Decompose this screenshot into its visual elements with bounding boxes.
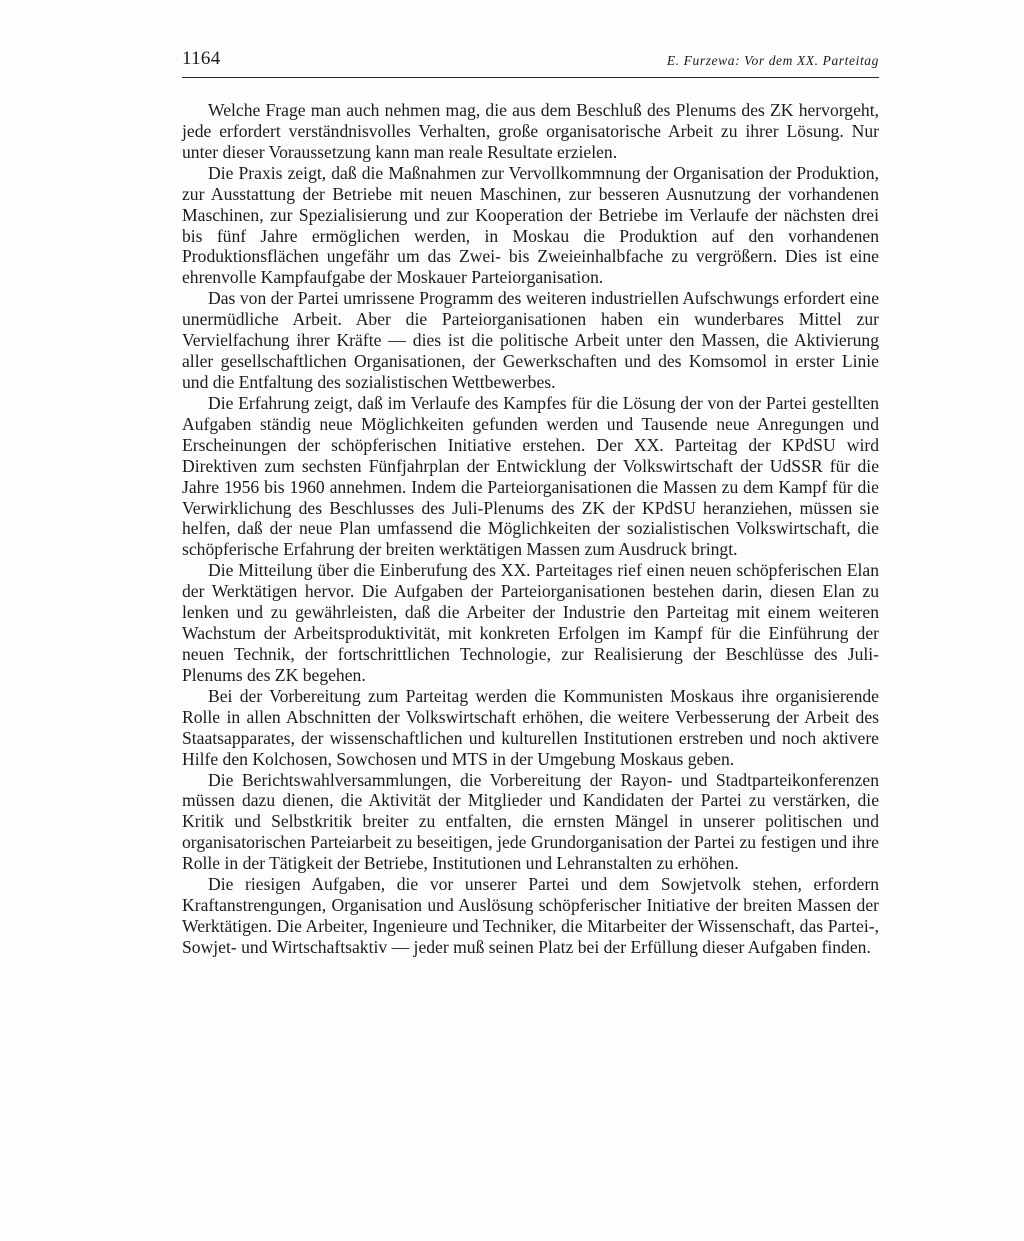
running-head: E. Furzewa: Vor dem XX. Parteitag	[666, 53, 879, 68]
paragraph-3: Das von der Partei umrissene Programm des weiteren industriellen Aufschwungs erfordert eine unermüdliche Arbeit. Aber die Parteiorganisationen haben ein wunderbares Mittel zur Vervielfachung ihrer Kräfte — dies ist die politische Arbeit unter den Massen, die Aktivierung aller gesellschaftlichen Organisationen, der Gewerkschaften und des Komsomol in erster Linie und die Entfaltung des sozialistischen Wettbewerbes.	[182, 288, 879, 392]
paragraph-5: Die Mitteilung über die Einberufung des XX. Parteitages rief einen neuen schöpferischen Elan der Werktätigen hervor. Die Aufgaben der Parteiorganisationen bestehen darin, diesen Elan zu lenken und zu gewährleisten, daß die Arbeiter der Industrie den Parteitag mit einem weiteren Wachstum der Arbeitsproduktivität, mit konkreten Erfolgen im Kampf für die Einführung der neuen Technik, der fortschrittlichen Technologie, zur Realisierung der Beschlüsse des Juli-Plenums des ZK begehen.	[182, 560, 879, 685]
paragraph-1: Welche Frage man auch nehmen mag, die aus dem Beschluß des Plenums des ZK hervorgeht, jede erfordert verständnisvolles Verhalten, große organisatorische Arbeit zu ihrer Lösung. Nur unter dieser Voraussetzung kann man reale Resultate erzielen.	[182, 100, 879, 162]
paragraph-6: Bei der Vorbereitung zum Parteitag werden die Kommunisten Moskaus ihre organisierende Rolle in allen Abschnitten der Volkswirtschaft erhöhen, die weitere Verbesserung der Arbeit des Staatsapparates, der wissenschaftlichen und kulturellen Institutionen erstreben und noch aktivere Hilfe den Kolchosen, Sowchosen und MTS in der Umgebung Moskaus geben.	[182, 685, 879, 769]
page-header	[182, 48, 879, 78]
page-number: 1164	[182, 48, 221, 69]
paragraph-8: Die riesigen Aufgaben, die vor unserer Partei und dem Sowjetvolk stehen, erfordern Kraftanstrengungen, Organisation und Auslösung schöpferischer Initiative der breiten Massen der Werktätigen. Die Arbeiter, Ingenieure und Techniker, die Mitarbeiter der Wissenschaft, das Partei-, Sowjet- und Wirtschaftsaktiv — jeder muß seinen Platz bei der Erfüllung dieser Aufgaben finden.	[182, 874, 879, 957]
paragraph-4: Die Erfahrung zeigt, daß im Verlaufe des Kampfes für die Lösung der von der Partei gestellten Aufgaben ständig neue Möglichkeiten gefunden werden und Tausende neue Anregungen und Erscheinungen der schöpferischen Initiative erstehen. Der XX. Parteitag der KPdSU wird Direktiven zum sechsten Fünfjahrplan der Entwicklung der Volkswirtschaft der UdSSR für die Jahre 1956 bis 1960 annehmen. Indem die Parteiorganisationen die Massen zu dem Kampf für die Verwirklichung des Beschlusses des Juli-Plenums des ZK der KPdSU heranziehen, müssen sie helfen, daß der neue Plan umfassend die Möglichkeiten der sozialistischen Volkswirtschaft, die schöpferische Erfahrung der breiten werktätigen Massen zum Ausdruck bringt.	[182, 392, 879, 560]
paragraph-2: Die Praxis zeigt, daß die Maßnahmen zur Vervollkommnung der Organisation der Produktion, zur Ausstattung der Betriebe mit neuen Maschinen, zur besseren Ausnutzung der vorhandenen Maschinen, zur Spezialisierung und zur Kooperation der Betriebe im Verlaufe der nächsten drei bis fünf Jahre ermöglichen werden, in Moskau die Produktion auf den vorhandenen Produktionsflächen ungefähr um das Zwei- bis Zweieinhalbfache zu vergrößern. Dies ist eine ehrenvolle Kampfaufgabe der Moskauer Parteiorganisation.	[182, 162, 879, 288]
paragraph-7: Die Berichtswahlversammlungen, die Vorbereitung der Rayon- und Stadtparteikonferenzen müssen dazu dienen, die Aktivität der Mitglieder und Kandidaten der Partei zu verstärken, die Kritik und Selbstkritik breiter zu entfalten, die ernsten Mängel in unserer politischen und organisatorischen Parteiarbeit zu beseitigen, jede Grundorganisation der Partei zu festigen und ihre Rolle in der Tätigkeit der Betriebe, Institutionen und Lehranstalten zu erhöhen.	[182, 769, 879, 874]
header-rule	[182, 77, 879, 78]
body-text	[182, 100, 879, 958]
